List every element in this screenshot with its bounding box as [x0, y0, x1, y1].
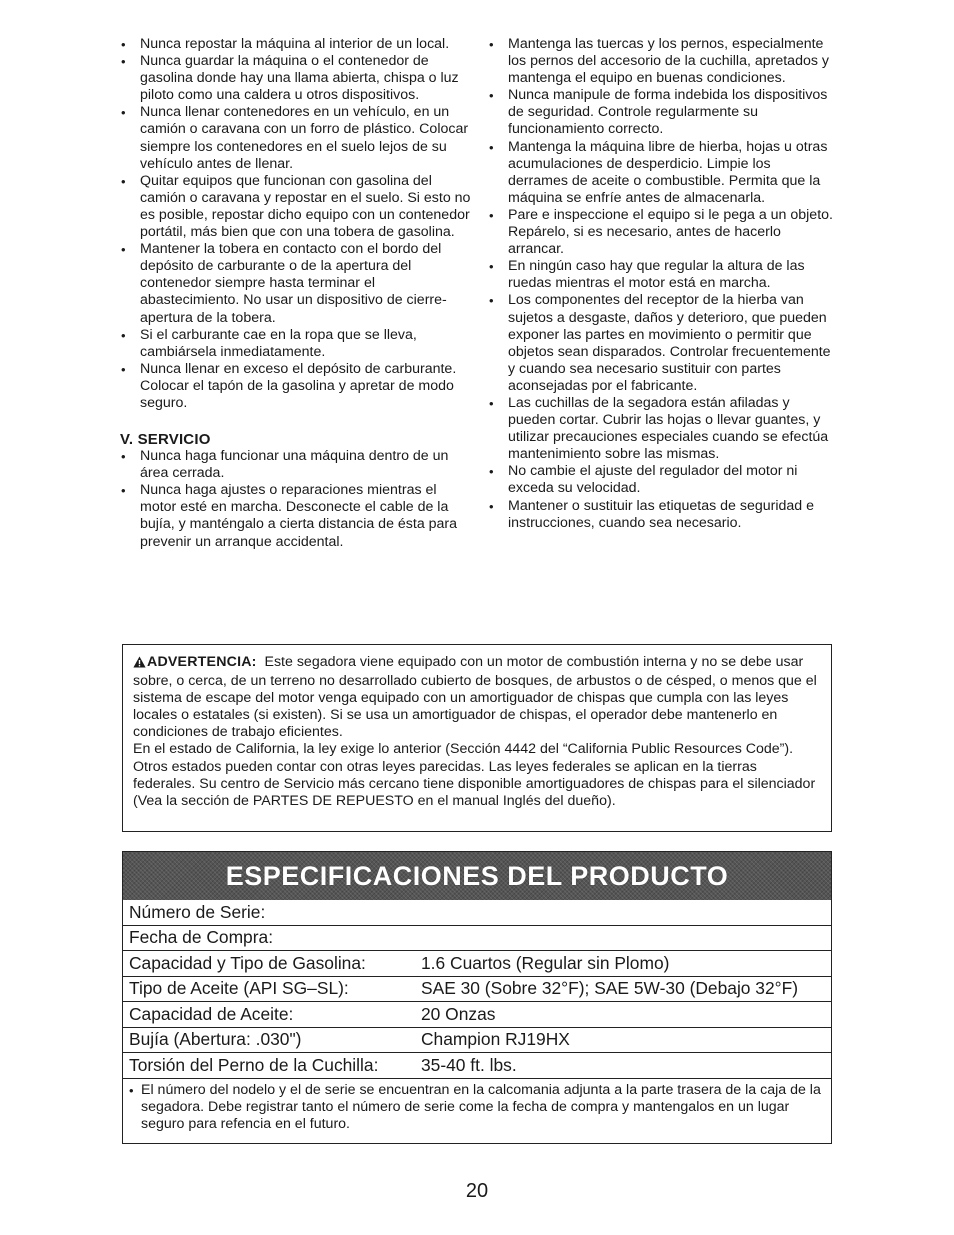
list-item: • Mantenga las tuercas y los pernos, especialmente los pernos del accesorio de la cuchilla, apretados y mantenga el equipo en buenas condiciones. — [488, 36, 834, 87]
specs-note-list — [129, 1082, 823, 1133]
spec-label: Tipo de Aceite (API SG–SL): — [129, 978, 349, 999]
list-item: • Los componentes del receptor de la hierba van sujetos a desgaste, daños y deterioro, que pueden exponer las partes en movimiento o permitir que objetos sean disparados. Controlar frecuentemente y cuando sea necesario sustituir con partes aconsejadas por el fabricante. — [488, 292, 834, 395]
warning-paragraph-california: En el estado de California, la ley exige lo anterior (Sección 4442 del “California Public Resources Code”). Otros estados pueden contar con otras leyes parecidas. Las leyes federales se aplican en la tierras federales. Su centro de Servicio más cercano tiene disponible amortiguadores de chispas para el silenciador (Vea la sección de PARTES DE REPUESTO en el manual Inglés del dueño). — [133, 741, 816, 809]
spec-row-oil-capacity — [123, 1002, 831, 1028]
list-item: • Nunca haga ajustes o reparaciones mientras el motor esté en marcha. Desconecte el cable de la bujía, y manténgalo a cierta distancia de ésta para prevenir un arranque accidental. — [120, 482, 472, 550]
right-column — [488, 36, 834, 532]
spec-row-serial-number — [123, 900, 831, 926]
spec-row-purchase-date — [123, 926, 831, 952]
list-item: • Quitar equipos que funcionan con gasolina del camión o caravana y repostar en el suelo. Si esto no es posible, repostar dicho equipo con un contenedor portátil, más bien que con una tobera de gasolina. — [120, 173, 472, 241]
warning-box — [122, 644, 832, 832]
maintenance-list — [488, 36, 834, 532]
list-item: • Nunca llenar contenedores en un vehículo, en un camión o caravana con un forro de plástico. Colocar siempre los contenedores en el suelo lejos de su vehículo antes de llenar. — [120, 104, 472, 172]
list-item: • Nunca repostar la máquina al interior de un local. — [120, 36, 472, 53]
warning-text: Este segadora viene equipado con un motor de combustión interna y no se debe usar sobre, o cerca, de un terreno no desarrollado cubierto de bosques, de arbustos o de césped, o menos que el sistema de escape del motor venga equipado con un amortiguador de chispas que cumpla con las leyes locales o estatales (si existen). Si se usa un amortiguador de chispas, el operador debe mantenerlo en condiciones de trabajo eficientes. — [133, 654, 817, 741]
spec-label: Bujía (Abertura: .030") — [129, 1029, 302, 1050]
list-item: • Nunca haga funcionar una máquina dentro de un área cerrada. — [120, 448, 472, 482]
spec-value: 1.6 Cuartos (Regular sin Plomo) — [421, 952, 670, 973]
list-item: • Nunca llenar en exceso el depósito de carburante. Colocar el tapón de la gasolina y apretar de modo seguro. — [120, 361, 472, 412]
specs-banner — [123, 852, 831, 900]
spec-row-spark-plug — [123, 1028, 831, 1054]
list-item: • Nunca guardar la máquina o el contenedor de gasolina donde hay una llama abierta, chispa o luz piloto como una caldera u otros dispositivos. — [120, 53, 472, 104]
spec-label: Capacidad y Tipo de Gasolina: — [129, 952, 366, 973]
list-item: • No cambie el ajuste del regulador del motor ni exceda su velocidad. — [488, 463, 834, 497]
spec-label: Torsión del Perno de la Cuchilla: — [129, 1054, 379, 1075]
spec-row-blade-bolt-torque — [123, 1053, 831, 1079]
spec-value: Champion RJ19HX — [421, 1029, 570, 1050]
list-item: • Mantener la tobera en contacto con el bordo del depósito de carburante o de la apertura del contenedor siempre hasta terminar el abastecimiento. No usar un dispositivo de cierre-apertura de la tobera. — [120, 241, 472, 326]
spec-row-fuel-capacity — [123, 951, 831, 977]
list-item: • Nunca manipule de forma indebida los dispositivos de seguridad. Controle regularmente su funcionamiento correcto. — [488, 87, 834, 138]
service-list — [120, 448, 472, 551]
spec-row-oil-type — [123, 977, 831, 1003]
list-item: • Si el carburante cae en la ropa que se lleva, cambiársela inmediatamente. — [120, 327, 472, 361]
spec-label: Fecha de Compra: — [129, 927, 274, 948]
list-item: • En ningún caso hay que regular la altura de las ruedas mientras el motor está en marcha. — [488, 258, 834, 292]
warning-triangle-icon — [133, 656, 146, 673]
warning-label: ADVERTENCIA: — [147, 654, 257, 670]
spec-label: Número de Serie: — [129, 901, 266, 922]
specs-title: ESPECIFICACIONES DEL PRODUCTO — [225, 860, 729, 891]
list-item: • Pare e inspeccione el equipo si le pega a un objeto. Repárelo, si es necesario, antes de hacerlo arrancar. — [488, 207, 834, 258]
spec-label: Capacidad de Aceite: — [129, 1003, 294, 1024]
list-item: • Mantenga la máquina libre de hierba, hojas u otras acumulaciones de desperdicio. Limpie los derrames de aceite o combustible. Permita que la máquina se enfríe antes de almacenarla. — [488, 139, 834, 207]
page-number: 20 — [465, 1180, 489, 1202]
spec-value: SAE 30 (Sobre 32°F); SAE 5W-30 (Debajo 32°F) — [421, 978, 799, 999]
fuel-safety-list — [120, 36, 472, 412]
left-column — [120, 36, 472, 551]
list-item: • Mantener o sustituir las etiquetas de seguridad e instrucciones, cuando sea necesario. — [488, 498, 834, 532]
list-item: • El número del nodelo y el de serie se encuentran en la calcomania adjunta a la parte trasera de la caja de la segadora. Debe registrar tanto el número de serie come la fecha de compra y mantengalos en un lugar seguro para refencia en el futuro. — [129, 1082, 823, 1133]
product-specifications — [122, 851, 832, 1144]
list-item: • Las cuchillas de la segadora están afiladas y pueden cortar. Cubrir las hojas o llevar guantes, y utilizar precauciones especiales cuando se efectúa mantenimiento sobre las mismas. — [488, 395, 834, 463]
specs-note — [123, 1079, 831, 1133]
warning-paragraph — [133, 654, 821, 741]
spec-value: 20 Onzas — [421, 1003, 496, 1024]
service-section-heading: V. SERVICIO — [120, 431, 211, 449]
spec-value: 35-40 ft. lbs. — [421, 1054, 517, 1075]
